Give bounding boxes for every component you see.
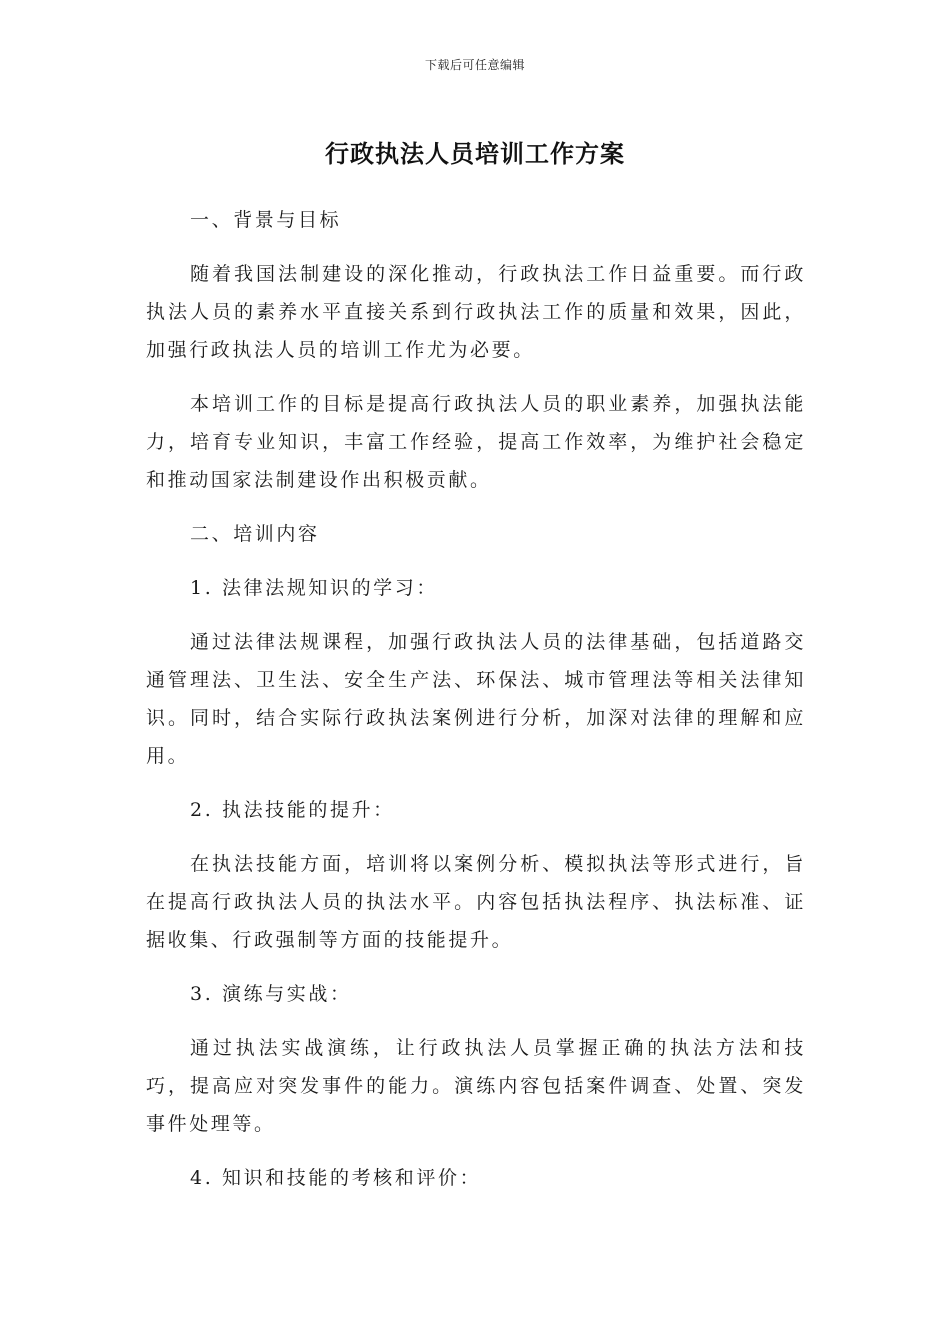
item-heading-skills: 2. 执法技能的提升： — [190, 799, 395, 821]
section-heading-background: 一、背景与目标 — [190, 209, 342, 231]
paragraph-laws: 通过法律法规课程，加强行政执法人员的法律基础，包括道路交通管理法、卫生法、安全生产法、环保法、城市管理法等相关法律知识。同时，结合实际行政执法案例进行分析，加深对法律的理解和应用。 — [146, 631, 806, 767]
document-title: 行政执法人员培训工作方案 — [325, 140, 625, 168]
paragraph-background: 随着我国法制建设的深化推动，行政执法工作日益重要。而行政执法人员的素养水平直接关系到行政执法工作的质量和效果，因此，加强行政执法人员的培训工作尤为必要。 — [146, 263, 806, 361]
paragraph-drills: 通过执法实战演练，让行政执法人员掌握正确的执法方法和技巧，提高应对突发事件的能力。演练内容包括案件调查、处置、突发事件处理等。 — [146, 1037, 806, 1135]
item-heading-assessment: 4. 知识和技能的考核和评价： — [190, 1167, 482, 1189]
document-body — [146, 201, 806, 1197]
paragraph-skills: 在执法技能方面，培训将以案例分析、模拟执法等形式进行，旨在提高行政执法人员的执法水平。内容包括执法程序、执法标准、证据收集、行政强制等方面的技能提升。 — [146, 853, 806, 951]
header-note: 下载后可任意编辑 — [424, 58, 525, 72]
item-heading-laws: 1. 法律法规知识的学习： — [190, 577, 438, 599]
item-heading-drills: 3. 演练与实战： — [190, 983, 352, 1005]
section-heading-content: 二、培训内容 — [190, 523, 320, 545]
paragraph-goal: 本培训工作的目标是提高行政执法人员的职业素养，加强执法能力，培育专业知识，丰富工作经验，提高工作效率，为维护社会稳定和推动国家法制建设作出积极贡献。 — [146, 393, 806, 491]
